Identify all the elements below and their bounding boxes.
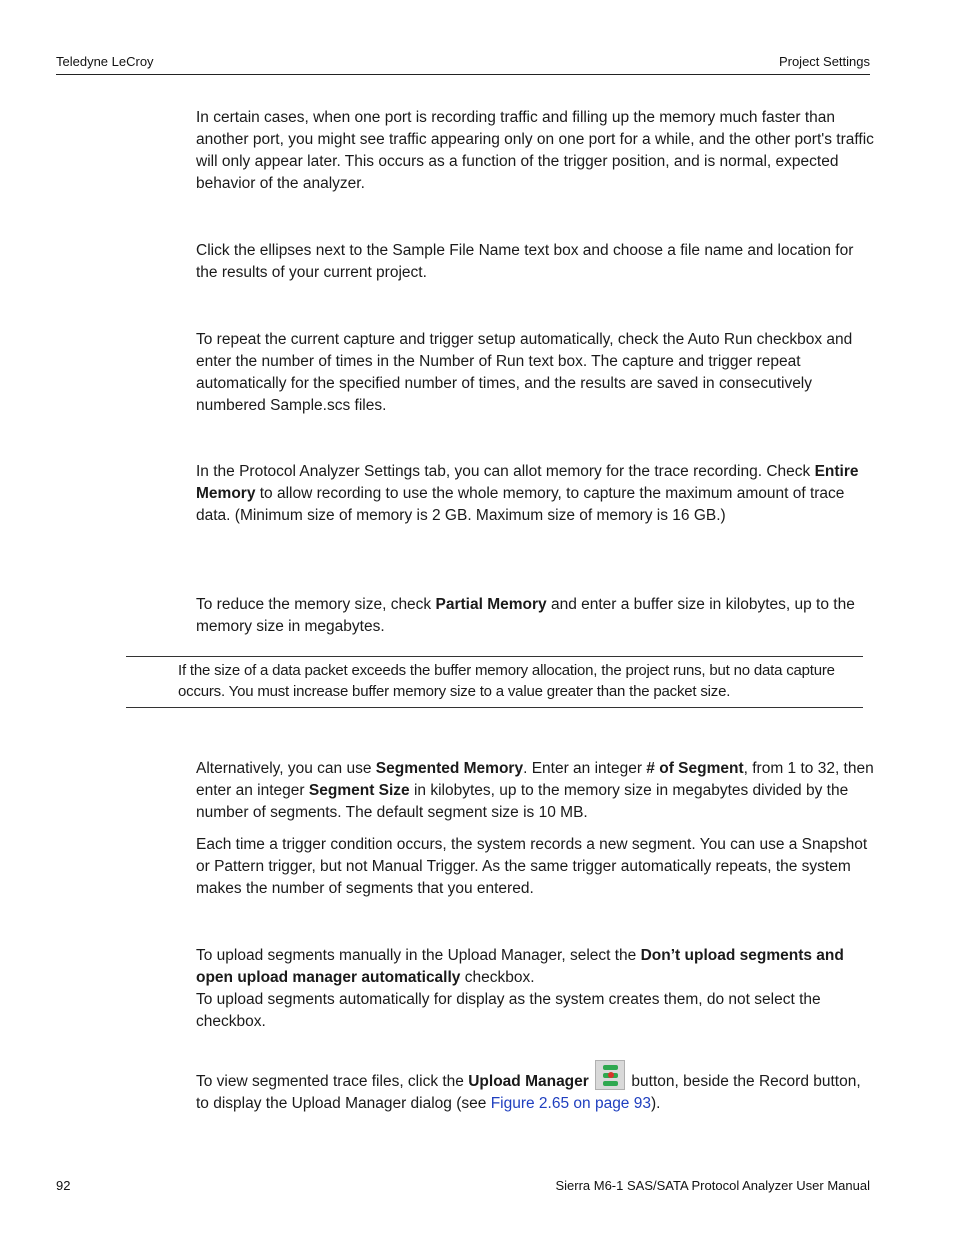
paragraph-sample-file-name: Click the ellipses next to the Sample File Name text box and choose a file name and location for the results of your current project. bbox=[196, 242, 854, 281]
page-footer bbox=[56, 1178, 870, 1198]
paragraph-trigger-segments: Each time a trigger condition occurs, the system records a new segment. You can use a Snapshot or Pattern trigger, but not Manual Trigger. As the same trigger automatically repeats, the system makes the number of segments that you entered. bbox=[196, 836, 868, 897]
figure-reference-link[interactable]: Figure 2.65 on page 93 bbox=[490, 1095, 651, 1112]
text: To upload segments manually in the Upload Manager, select the bbox=[196, 947, 641, 964]
icon-bar bbox=[603, 1065, 618, 1070]
note-text: If the size of a data packet exceeds the buffer memory allocation, the project runs, but no data capture occurs. You must increase buffer memory size to a value greater than the packet size. bbox=[178, 662, 835, 700]
paragraph-upload-manager bbox=[196, 1060, 876, 1115]
bold-term: Upload Manager bbox=[468, 1073, 589, 1090]
text: button, beside the Record button, to display the Upload Manager dialog (see bbox=[196, 1073, 861, 1112]
text: To view segmented trace files, click the bbox=[196, 1073, 469, 1090]
text: ). bbox=[650, 1095, 661, 1112]
text: To upload segments automatically for display as the system creates them, do not select the checkbox. bbox=[196, 991, 821, 1030]
text: checkbox. bbox=[460, 969, 535, 986]
page-header bbox=[56, 52, 870, 75]
upload-manager-icon[interactable] bbox=[595, 1060, 625, 1090]
bold-term: # of Segment bbox=[646, 760, 744, 777]
text: , from 1 to 32, then enter an integer bbox=[196, 760, 874, 799]
bold-term: Partial Memory bbox=[435, 596, 547, 613]
note-box bbox=[126, 656, 863, 708]
text: To reduce the memory size, check bbox=[196, 596, 436, 613]
text: in kilobytes, up to the memory size in megabytes divided by the number of segments. The default segment size is 10 MB. bbox=[196, 782, 849, 821]
text: to allow recording to use the whole memory, to capture the maximum amount of trace data. (Minimum size of memory is 2 GB. Maximum size of memory is 16 GB.) bbox=[196, 485, 845, 524]
page-number: 92 bbox=[56, 1178, 71, 1193]
text: . Enter an integer bbox=[523, 760, 647, 777]
paragraph-auto-run: To repeat the current capture and trigger setup automatically, check the Auto Run checkbox and enter the number of times in the Number of Run text box. The capture and trigger repeat automatically for the specified number of times, and the results are saved in consecutively numbered Sample.scs files. bbox=[196, 331, 853, 414]
bold-term: Don’t upload segments and open upload manager automatically bbox=[196, 947, 844, 986]
text: In the Protocol Analyzer Settings tab, you can allot memory for the trace recording. Check bbox=[196, 463, 815, 480]
header-section-title: Project Settings bbox=[778, 54, 870, 69]
paragraph-trigger-position: In certain cases, when one port is recording traffic and filling up the memory much faster than another port, you might see traffic appearing only on one port for a while, and the other port's traffic will only appear later. This occurs as a function of the trigger position, and is normal, expected behavior of the analyzer. bbox=[196, 109, 874, 192]
paragraph-upload-segments bbox=[196, 945, 876, 1033]
bold-term: Entire Memory bbox=[196, 463, 859, 502]
manual-title: Sierra M6-1 SAS/SATA Protocol Analyzer User Manual bbox=[555, 1178, 870, 1193]
bold-term: Segment Size bbox=[308, 782, 410, 799]
paragraph-entire-memory bbox=[196, 461, 876, 527]
paragraph-segmented-memory bbox=[196, 758, 876, 824]
header-company: Teledyne LeCroy bbox=[56, 54, 154, 69]
text: and enter a buffer size in kilobytes, up to the memory size in megabytes. bbox=[196, 596, 855, 635]
bold-term: Segmented Memory bbox=[375, 760, 524, 777]
icon-bar bbox=[603, 1081, 618, 1086]
paragraph-partial-memory bbox=[196, 594, 876, 638]
text: Alternatively, you can use bbox=[196, 760, 376, 777]
